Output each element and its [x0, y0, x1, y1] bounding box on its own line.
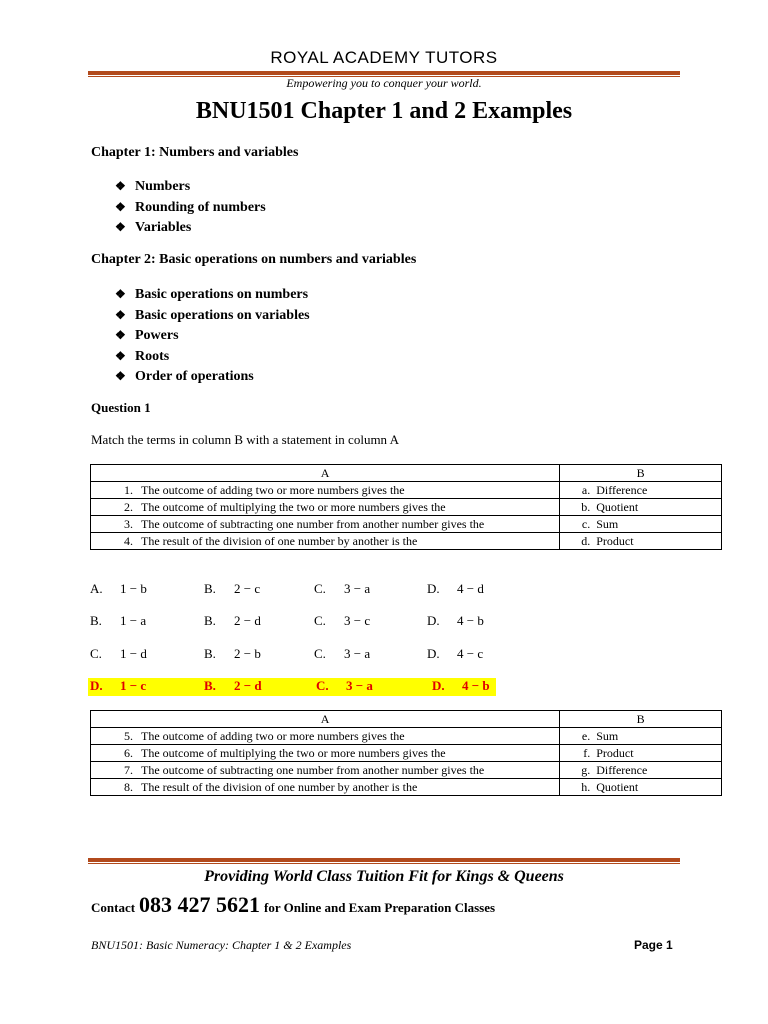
- diamond-bullet-icon: ❖: [115, 369, 126, 383]
- table-row: [91, 533, 722, 550]
- table-header-row: [91, 465, 722, 482]
- tagline: Empowering you to conquer your world.: [286, 76, 482, 90]
- row-number: 2.: [124, 500, 133, 514]
- contact-prefix: Contact: [91, 900, 136, 915]
- table-row: [91, 728, 722, 745]
- option-cell: B. 2 − d: [204, 613, 261, 628]
- term: Difference: [596, 483, 648, 497]
- option-cell: B. 2 − c: [204, 581, 261, 596]
- chapter1-heading: Chapter 1: Numbers and variables: [91, 145, 299, 160]
- diamond-bullet-icon: ❖: [115, 307, 126, 322]
- matching-table-2: [90, 710, 722, 796]
- row-number: 7.: [124, 763, 133, 777]
- document-title: BNU1501 Chapter 1 and 2 Examples: [195, 98, 573, 124]
- diamond-bullet-icon: ❖: [115, 179, 126, 193]
- question-title: Question 1: [91, 400, 151, 415]
- statement: The outcome of subtracting one number from another number gives the: [141, 763, 485, 777]
- question-instruction: Match the terms in column B with a statement in column A: [91, 432, 399, 447]
- list-item: ❖ Rounding of numbers: [115, 197, 266, 218]
- diamond-bullet-icon: ❖: [115, 287, 126, 301]
- option-cell: B. 1 − a: [90, 613, 147, 628]
- statement: The outcome of subtracting one number from another number gives the: [141, 517, 485, 531]
- term-letter: d.: [581, 534, 591, 548]
- term: Quotient: [596, 780, 639, 794]
- table-row: [91, 762, 722, 779]
- term-letter: c.: [581, 517, 591, 531]
- term: Product: [596, 534, 634, 548]
- chapter2-heading: Chapter 2: Basic operations on numbers and variables: [91, 252, 417, 267]
- contact-suffix: for Online and Exam Preparation Classes: [264, 900, 496, 915]
- option-cell: C. 1 − d: [90, 646, 147, 661]
- option-cell: D. 4 − b: [427, 613, 484, 628]
- list-item: ❖ Basic operations on variables: [115, 305, 310, 326]
- option-cell: D. 1 − c: [90, 678, 147, 693]
- column-b-header: B: [560, 465, 722, 482]
- row-number: 8.: [124, 780, 133, 794]
- diamond-bullet-icon: ❖: [115, 348, 126, 363]
- option-cell: C. 3 − c: [314, 613, 371, 628]
- list-item: ❖ Roots: [115, 346, 310, 367]
- table-row: [91, 745, 722, 762]
- column-a-header: A: [91, 711, 560, 728]
- footer-divider: [88, 858, 680, 864]
- list-item: ❖ Order of operations: [115, 366, 310, 387]
- chapter2-topic-list: [115, 284, 310, 387]
- statement: The outcome of adding two or more numbers gives the: [141, 729, 405, 743]
- statement: The result of the division of one number by another is the: [141, 534, 418, 548]
- diamond-bullet-icon: ❖: [115, 328, 126, 342]
- option-cell: B. 2 − d: [204, 678, 262, 693]
- term-letter: f.: [583, 746, 591, 760]
- option-cell: D. 4 − b: [432, 678, 490, 693]
- row-number: 6.: [124, 746, 133, 760]
- term-letter: g.: [581, 763, 591, 777]
- list-item: ❖ Basic operations on numbers: [115, 284, 310, 305]
- column-b-header: B: [560, 711, 722, 728]
- row-number: 4.: [124, 534, 133, 548]
- column-a-header: A: [91, 465, 560, 482]
- diamond-bullet-icon: ❖: [115, 199, 126, 214]
- statement: The outcome of multiplying the two or more numbers gives the: [141, 746, 446, 760]
- correct-answer-row: [88, 678, 496, 696]
- list-item: ❖ Variables: [115, 217, 266, 238]
- table-row: [91, 499, 722, 516]
- org-name: ROYAL ACADEMY TUTORS: [270, 48, 498, 67]
- option-cell: C. 3 − a: [316, 678, 373, 693]
- term-letter: e.: [581, 729, 591, 743]
- diamond-bullet-icon: ❖: [115, 220, 126, 234]
- phone-number: 083 427 5621: [139, 892, 261, 917]
- matching-table-1: [90, 464, 722, 550]
- option-cell: D. 4 − c: [427, 646, 484, 661]
- term-letter: a.: [581, 483, 591, 497]
- term: Sum: [596, 517, 619, 531]
- document-reference: BNU1501: Basic Numeracy: Chapter 1 & 2 Examples: [91, 938, 352, 952]
- table-header-row: [91, 711, 722, 728]
- row-number: 3.: [124, 517, 133, 531]
- row-number: 1.: [124, 483, 133, 497]
- list-item: ❖ Powers: [115, 325, 310, 346]
- list-item: ❖ Numbers: [115, 176, 266, 197]
- table-row: [91, 779, 722, 796]
- row-number: 5.: [124, 729, 133, 743]
- term: Difference: [596, 763, 648, 777]
- term-letter: b.: [581, 500, 591, 514]
- option-cell: D. 4 − d: [427, 581, 484, 596]
- table-row: [91, 516, 722, 533]
- term-letter: h.: [581, 780, 591, 794]
- footer-tagline: Providing World Class Tuition Fit for Kings & Queens: [204, 868, 564, 885]
- page-number: Page 1: [634, 938, 673, 952]
- option-cell: B. 2 − b: [204, 646, 261, 661]
- table-row: [91, 482, 722, 499]
- chapter1-topic-list: [115, 176, 266, 238]
- term: Quotient: [596, 500, 639, 514]
- statement: The outcome of adding two or more numbers gives the: [141, 483, 405, 497]
- statement: The outcome of multiplying the two or more numbers gives the: [141, 500, 446, 514]
- term: Product: [596, 746, 634, 760]
- statement: The result of the division of one number by another is the: [141, 780, 418, 794]
- term: Sum: [596, 729, 619, 743]
- option-cell: A. 1 − b: [90, 581, 147, 596]
- option-cell: C. 3 − a: [314, 581, 371, 596]
- contact-line: [91, 892, 495, 918]
- option-cell: C. 3 − a: [314, 646, 371, 661]
